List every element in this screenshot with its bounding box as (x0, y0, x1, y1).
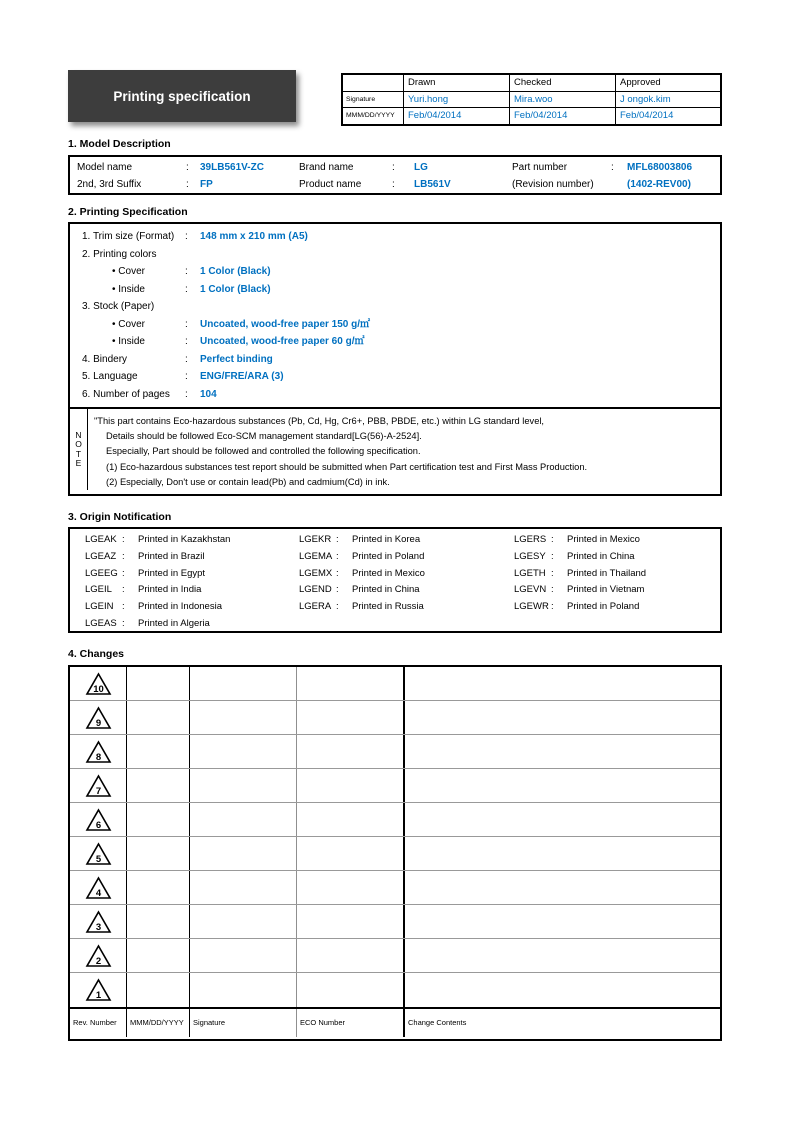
spec-row-bindery (70, 351, 720, 369)
brand-name-label: Brand name (299, 162, 354, 173)
origin-country: Printed in Russia (352, 601, 424, 613)
spec-label: • Cover (112, 266, 145, 277)
revision-number-value: (1402-REV00) (627, 179, 691, 190)
spec-label: 5. Language (82, 371, 138, 382)
change-date-cell (127, 939, 190, 972)
suffix-value: FP (200, 179, 213, 190)
spec-row-pages (70, 386, 720, 404)
signature-checked: Mira.woo (509, 92, 615, 108)
printing-spec-heading: 2. Printing Specification (68, 206, 188, 218)
change-row-1 (70, 973, 720, 1007)
spec-row-colors-cover (70, 263, 720, 281)
colon: : (185, 231, 188, 242)
suffix-label: 2nd, 3rd Suffix (77, 179, 142, 190)
change-row-6 (70, 803, 720, 837)
colon: : (122, 584, 125, 596)
signature-drawn: Yuri.hong (403, 92, 509, 108)
change-contents-cell (405, 871, 720, 904)
spec-row-trim-size (70, 228, 720, 246)
change-contents-cell (405, 701, 720, 734)
origin-country: Printed in Vietnam (567, 584, 645, 596)
change-signature-cell (190, 939, 297, 972)
change-eco-cell (297, 735, 405, 768)
footer-change-contents: Change Contents (408, 1018, 467, 1027)
change-contents-cell (405, 939, 720, 972)
changes-table (68, 665, 722, 1041)
change-date-cell (127, 803, 190, 836)
change-date-cell (127, 769, 190, 802)
origin-country: Printed in Poland (352, 550, 425, 562)
revision-triangle-icon (85, 876, 112, 900)
origin-country: Printed in Thailand (567, 567, 647, 579)
printing-spec-items (70, 224, 720, 409)
colon: : (551, 534, 554, 545)
revision-triangle-icon (85, 944, 112, 968)
origin-row (70, 532, 720, 549)
model-description-box (68, 155, 722, 195)
change-contents-cell (405, 735, 720, 768)
change-row-10 (70, 667, 720, 701)
change-eco-cell (297, 939, 405, 972)
date-drawn: Feb/04/2014 (403, 108, 509, 124)
origin-country: Printed in Mexico (352, 567, 425, 579)
origin-code: LGEIN (85, 601, 114, 613)
change-signature-cell (190, 837, 297, 870)
spec-value: ENG/FRE/ARA (3) (200, 371, 284, 382)
note-line-2: Details should be followed Eco-SCM management standard[LG(56)-A-2524]. (106, 431, 422, 442)
change-signature-cell (190, 735, 297, 768)
spec-row-stock-inside (70, 333, 720, 351)
page-title (68, 70, 296, 122)
approval-header-empty-cell (343, 75, 403, 92)
origin-country: Printed in Mexico (567, 534, 640, 545)
colon: : (336, 534, 339, 545)
printing-spec-box (68, 222, 722, 496)
spec-row-stock-cover (70, 316, 720, 334)
colon: : (122, 567, 125, 579)
origin-row (70, 616, 720, 633)
page-title-text: Printing specification (113, 88, 251, 104)
revision-triangle-icon (85, 672, 112, 696)
origin-row (70, 549, 720, 566)
origin-code: LGEAZ (85, 550, 117, 562)
note-vertical-label (70, 409, 88, 490)
origin-row (70, 582, 720, 599)
colon: : (551, 567, 554, 579)
rev-cell (70, 803, 127, 836)
origin-code: LGEEG (85, 567, 118, 579)
change-contents-cell (405, 837, 720, 870)
origin-country: Printed in Indonesia (138, 601, 222, 613)
footer-eco-number: ECO Number (297, 1009, 405, 1037)
colon: : (122, 617, 125, 629)
change-eco-cell (297, 837, 405, 870)
origin-code: LGEIL (85, 584, 112, 596)
origin-country: Printed in Korea (352, 534, 421, 545)
svg-text:6: 6 (95, 819, 101, 831)
origin-country: Printed in Brazil (138, 550, 205, 562)
colon: : (185, 266, 188, 277)
model-description-heading: 1. Model Description (68, 138, 171, 150)
colon: : (122, 534, 125, 545)
approval-signature-row (343, 92, 720, 108)
svg-text:10: 10 (92, 683, 104, 695)
colon: : (392, 162, 395, 173)
colon: : (122, 601, 125, 613)
colon: : (551, 584, 554, 596)
change-row-4 (70, 871, 720, 905)
signature-approved: J ongok.kim (615, 92, 720, 108)
colon: : (186, 162, 189, 173)
note-line-5: (2) Especially, Don't use or contain lead(Pb) and cadmium(Cd) in ink. (106, 476, 390, 487)
revision-triangle-icon (85, 774, 112, 798)
part-number-value: MFL68003806 (627, 162, 693, 173)
rev-cell (70, 837, 127, 870)
change-date-cell (127, 701, 190, 734)
approval-header-approved: Approved (615, 75, 720, 92)
spec-value: 1 Color (Black) (200, 283, 271, 295)
revision-triangle-icon (85, 706, 112, 730)
rev-cell (70, 973, 127, 1007)
colon: : (551, 550, 554, 562)
spec-row-language (70, 368, 720, 386)
change-row-9 (70, 701, 720, 735)
revision-triangle-icon (85, 978, 112, 1002)
spec-value: 1 Color (Black) (200, 266, 271, 277)
change-contents-cell (405, 803, 720, 836)
change-date-cell (127, 837, 190, 870)
revision-number-label: (Revision number) (512, 179, 594, 190)
note-line-4: (1) Eco-hazardous substances test report should be submitted when Part certification test and First Mass Production. (106, 461, 588, 472)
brand-name-value: LG (414, 162, 428, 173)
spec-label: 3. Stock (Paper) (82, 301, 155, 312)
spec-row-stock (70, 298, 720, 316)
approval-table (341, 73, 722, 126)
spec-row-colors-inside (70, 281, 720, 299)
origin-code: LGEAS (85, 617, 117, 629)
change-contents-cell (405, 667, 720, 700)
change-signature-cell (190, 769, 297, 802)
footer-signature: Signature (190, 1009, 297, 1037)
spec-label: 2. Printing colors (82, 248, 157, 260)
origin-row (70, 599, 720, 616)
change-row-7 (70, 769, 720, 803)
change-contents-cell (405, 973, 720, 1007)
change-signature-cell (190, 973, 297, 1007)
rev-cell (70, 701, 127, 734)
origin-country: Printed in China (352, 584, 420, 596)
approval-header-drawn: Drawn (403, 75, 509, 92)
model-name-label: Model name (77, 162, 133, 173)
colon: : (336, 567, 339, 579)
spec-label: • Inside (112, 283, 145, 295)
footer-date: MMM/DD/YYYY (127, 1009, 190, 1037)
spec-value: Perfect binding (200, 353, 273, 365)
change-date-cell (127, 871, 190, 904)
svg-text:4: 4 (95, 887, 101, 899)
colon: : (185, 318, 188, 330)
change-eco-cell (297, 871, 405, 904)
spec-value: Uncoated, wood-free paper 60 g/㎡ (200, 336, 365, 347)
change-row-2 (70, 939, 720, 973)
note-block (70, 409, 720, 490)
spec-value: 148 mm x 210 mm (A5) (200, 231, 308, 242)
rev-cell (70, 905, 127, 938)
origin-code: LGERA (299, 601, 332, 613)
colon: : (185, 336, 188, 347)
origin-notification-box (68, 527, 722, 633)
change-signature-cell (190, 905, 297, 938)
rev-cell (70, 667, 127, 700)
origin-notification-heading: 3. Origin Notification (68, 511, 172, 523)
spec-value: 104 (200, 388, 217, 400)
colon: : (185, 388, 188, 400)
change-date-cell (127, 905, 190, 938)
change-eco-cell (297, 769, 405, 802)
approval-header-row (343, 75, 720, 92)
change-signature-cell (190, 667, 297, 700)
origin-code: LGEKR (299, 534, 332, 545)
colon: : (122, 550, 125, 562)
colon: : (186, 179, 189, 190)
note-body (88, 409, 720, 490)
origin-country: Printed in Algeria (138, 617, 210, 629)
note-line-3: Especially, Part should be followed and controlled the following specification. (106, 446, 421, 457)
origin-code: LGEMX (299, 567, 333, 579)
svg-text:2: 2 (95, 955, 101, 967)
changes-footer-row (70, 1007, 720, 1037)
origin-country: Printed in Poland (567, 601, 640, 613)
origin-country: Printed in India (138, 584, 202, 596)
origin-row (70, 566, 720, 583)
svg-text:1: 1 (95, 990, 101, 1001)
change-signature-cell (190, 871, 297, 904)
change-signature-cell (190, 701, 297, 734)
colon: : (185, 353, 188, 365)
revision-triangle-icon (85, 808, 112, 832)
origin-code: LGETH (514, 567, 546, 579)
svg-text:9: 9 (95, 717, 101, 729)
model-row-2 (70, 176, 720, 193)
approval-header-checked: Checked (509, 75, 615, 92)
origin-code: LGEND (299, 584, 332, 596)
change-row-8 (70, 735, 720, 769)
change-eco-cell (297, 667, 405, 700)
rev-cell (70, 871, 127, 904)
change-row-3 (70, 905, 720, 939)
origin-code: LGEMA (299, 550, 333, 562)
svg-text:3: 3 (95, 921, 101, 933)
origin-country: Printed in Kazakhstan (138, 534, 231, 545)
revision-triangle-icon (85, 910, 112, 934)
colon: : (392, 179, 395, 190)
spec-value: Uncoated, wood-free paper 150 g/㎡ (200, 318, 371, 330)
date-approved: Feb/04/2014 (615, 108, 720, 124)
revision-triangle-icon (85, 842, 112, 866)
change-eco-cell (297, 803, 405, 836)
product-name-value: LB561V (414, 179, 451, 190)
change-row-5 (70, 837, 720, 871)
rev-cell (70, 735, 127, 768)
product-name-label: Product name (299, 179, 362, 190)
model-row-1 (70, 159, 720, 176)
model-name-value: 39LB561V-ZC (200, 162, 264, 173)
spec-label: • Cover (112, 318, 145, 330)
colon: : (336, 584, 339, 596)
date-checked: Feb/04/2014 (509, 108, 615, 124)
changes-heading: 4. Changes (68, 648, 125, 660)
change-signature-cell (190, 803, 297, 836)
svg-text:8: 8 (95, 751, 101, 763)
signature-row-label: Signature (343, 92, 403, 108)
note-letter: T (75, 448, 82, 459)
change-eco-cell (297, 701, 405, 734)
colon: : (611, 162, 614, 173)
approval-date-row (343, 108, 720, 124)
svg-text:7: 7 (95, 785, 101, 797)
note-letter: O (75, 439, 82, 449)
origin-country: Printed in Egypt (138, 567, 206, 579)
change-eco-cell (297, 973, 405, 1007)
origin-country: Printed in China (567, 550, 635, 562)
spec-row-printing-colors (70, 246, 720, 264)
note-letter: N (75, 429, 82, 440)
change-date-cell (127, 973, 190, 1007)
change-date-cell (127, 667, 190, 700)
change-contents-cell (405, 769, 720, 802)
svg-text:5: 5 (95, 853, 101, 865)
change-date-cell (127, 735, 190, 768)
origin-code: LGEAK (85, 534, 117, 545)
colon: : (551, 601, 554, 613)
colon: : (185, 283, 188, 295)
colon: : (185, 371, 188, 382)
colon: : (336, 550, 339, 562)
spec-label: 1. Trim size (Format) (82, 231, 175, 242)
change-eco-cell (297, 905, 405, 938)
colon: : (336, 601, 339, 613)
origin-code: LGESY (514, 550, 546, 562)
note-letter: E (75, 458, 82, 468)
part-number-label: Part number (512, 162, 568, 173)
revision-triangle-icon (85, 740, 112, 764)
origin-code: LGEWR (514, 601, 549, 613)
rev-cell (70, 939, 127, 972)
change-contents-cell (405, 905, 720, 938)
spec-label: 4. Bindery (82, 353, 128, 365)
spec-label: • Inside (112, 336, 145, 347)
spec-label: 6. Number of pages (82, 388, 170, 400)
rev-cell (70, 769, 127, 802)
origin-code: LGEVN (514, 584, 547, 596)
date-row-label: MMM/DD/YYYY (346, 112, 395, 119)
footer-rev-number: Rev. Number (70, 1009, 127, 1037)
note-line-1: "This part contains Eco-hazardous substances (Pb, Cd, Hg, Cr6+, PBB, PBDE, etc.) within LG standard level, (94, 416, 545, 426)
origin-code: LGERS (514, 534, 547, 545)
